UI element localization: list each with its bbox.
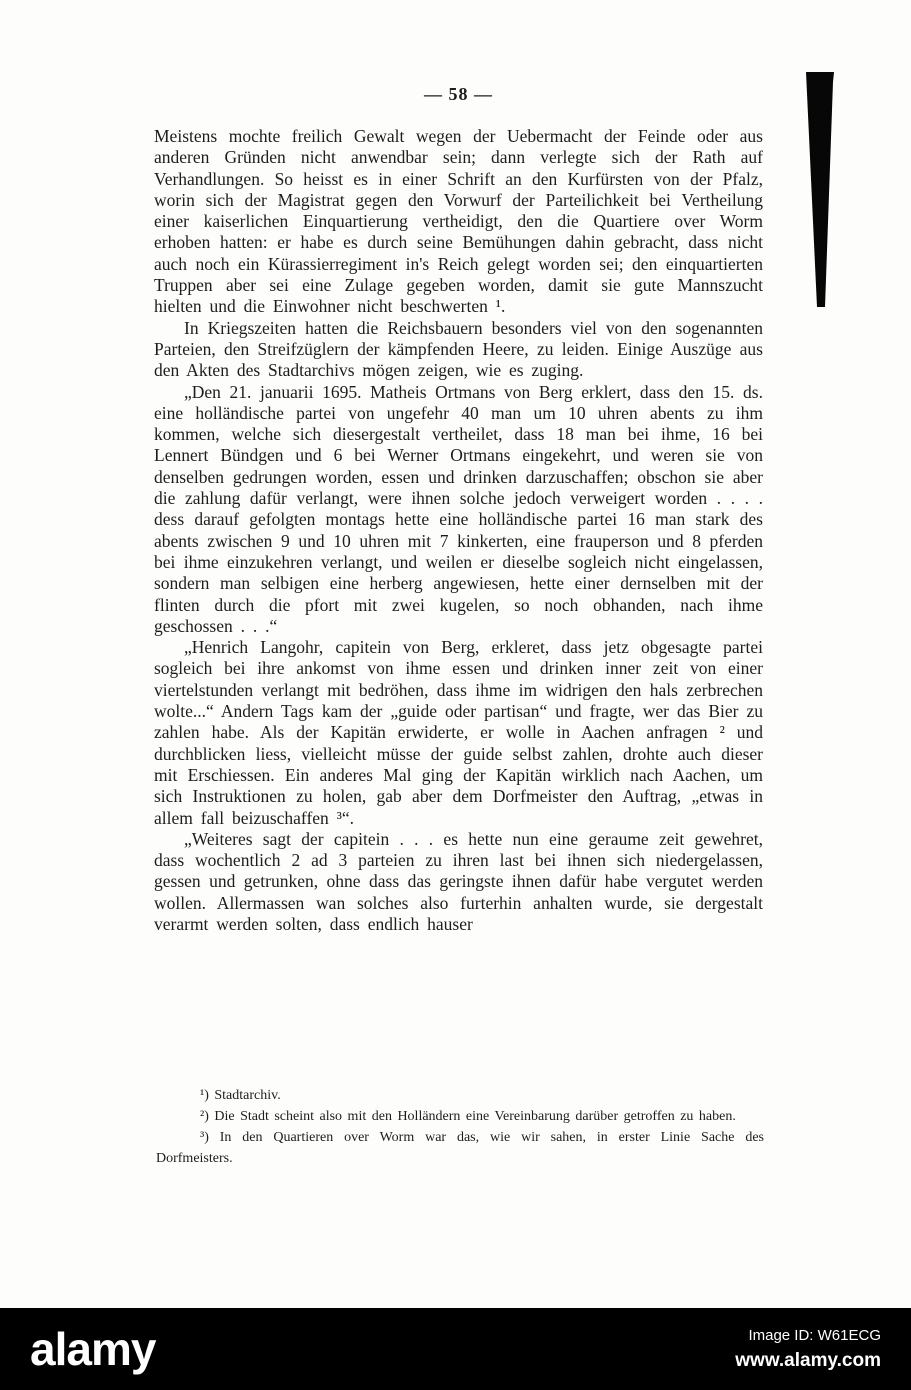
- paragraph: „Henrich Langohr, capitein von Berg, erkleret, dass jetz obgesagte partei sogleich bei ihre ankomst von ihme essen und drinken inner zeit von einer viertelstunden verlangt mit bedröhen, dass ihme im widrigen den hals zerbrechen wolte...“ Andern Tags kam der „guide oder partisan“ und fragte, wer das Bier zu zahlen habe. Als der Kapitän erwiderte, er wolle in Aachen anfragen ² und durchblicken liess, vielleicht müsse der guide selbst zahlen, drohte auch dieser mit Erschiessen. Ein anderes Mal ging der Kapitän wirklich nach Aachen, um sich Instruktionen zu holen, gab aber dem Dorfmeister den Auftrag, „etwas in allem fall beizuschaffen ³“.: [154, 637, 763, 828]
- watermark-bar: [0, 1308, 911, 1390]
- scan-artifact-mark: [804, 72, 834, 307]
- image-id-text: Image ID: W61ECG: [748, 1326, 881, 1344]
- footnote: ¹) Stadtarchiv.: [200, 1088, 281, 1103]
- alamy-url-text: www.alamy.com: [735, 1349, 881, 1371]
- alamy-logo: alamy: [30, 1323, 156, 1375]
- footnote: ²) Die Stadt scheint also mit den Holländern eine Vereinbarung darüber getroffen zu haben.: [200, 1109, 736, 1124]
- paragraph: „Weiteres sagt der capitein . . . es hette nun eine geraume zeit gewehret, dass wochentlich 2 ad 3 parteien zu ihren last bei ihnen sich niedergelassen, gessen und getrunken, ohne dass das geringste ihnen dafür habe vergutet werden wollen. Allermassen wan solches also furterhin anhalten wurde, sie dergestalt verarmt werden solten, dass endlich hauser: [154, 828, 763, 934]
- page-number: — 58 —: [424, 84, 493, 104]
- paragraph: „Den 21. januarii 1695. Matheis Ortmans von Berg erklert, dass den 15. ds. eine holländische partei von ungefehr 40 man um 10 uhren abents zu ihm kommen, welche sich diesergestalt vertheilet, dass 18 man bei ihme, 16 bei Lennert Bündgen und 6 bei Werner Ortmans eingekehrt, und weren sie von denselben gedrungen worden, essen und drinken darzuschaffen; obschon sie aber die zahlung dafür verlangt, were ihnen solche jedoch verweigert worden . . . . dess darauf gefolgten montags hette eine holländische partei 16 man stark des abents zwischen 9 und 10 uhren mit 7 kinkerten, eine frauperson und 8 pferden bei ihme einzukehren verlangt, und weilen er dieselbe sogleich nicht eingelassen, sondern man selbigen eine herberg angewiesen, hette einer dernselben mit der flinten durch die pfort mit zwei kugelen, so noch obhanden, nach ihme geschossen . . .“: [154, 381, 763, 636]
- watermark-info: [735, 1327, 881, 1372]
- footnote: ³) In den Quartieren over Worm war das, wie wir sahen, in erster Linie Sache des Dorfmeisters.: [156, 1130, 764, 1166]
- footnotes-block: [156, 1085, 764, 1169]
- paragraph: Meistens mochte freilich Gewalt wegen der Uebermacht der Feinde oder aus anderen Gründen nicht anwendbar sein; dann verlegte sich der Rath auf Verhandlungen. So heisst es in einer Schrift an den Kurfürsten von der Pfalz, worin sich der Magistrat gegen den Vorwurf der Parteilichkeit bei Vertheilung einer kaiserlichen Einquartierung vertheidigt, den die Quartiere over Worm erhoben hatten: er habe es durch seine Bemühungen dahin gebracht, dass nicht auch noch ein Kürassierregiment in's Reich gelegt worden sei; den einquartierten Truppen aber sei eine Zulage gegeben worden, damit sie gute Mannszucht hielten und die Einwohner nicht beschwerten ¹.: [154, 126, 763, 317]
- paragraph: In Kriegszeiten hatten die Reichsbauern besonders viel von den sogenannten Parteien, den Streifzüglern der kämpfenden Heere, zu leiden. Einige Auszüge aus den Akten des Stadtarchivs mögen zeigen, wie es zuging.: [154, 317, 763, 381]
- body-text-block: [154, 126, 763, 935]
